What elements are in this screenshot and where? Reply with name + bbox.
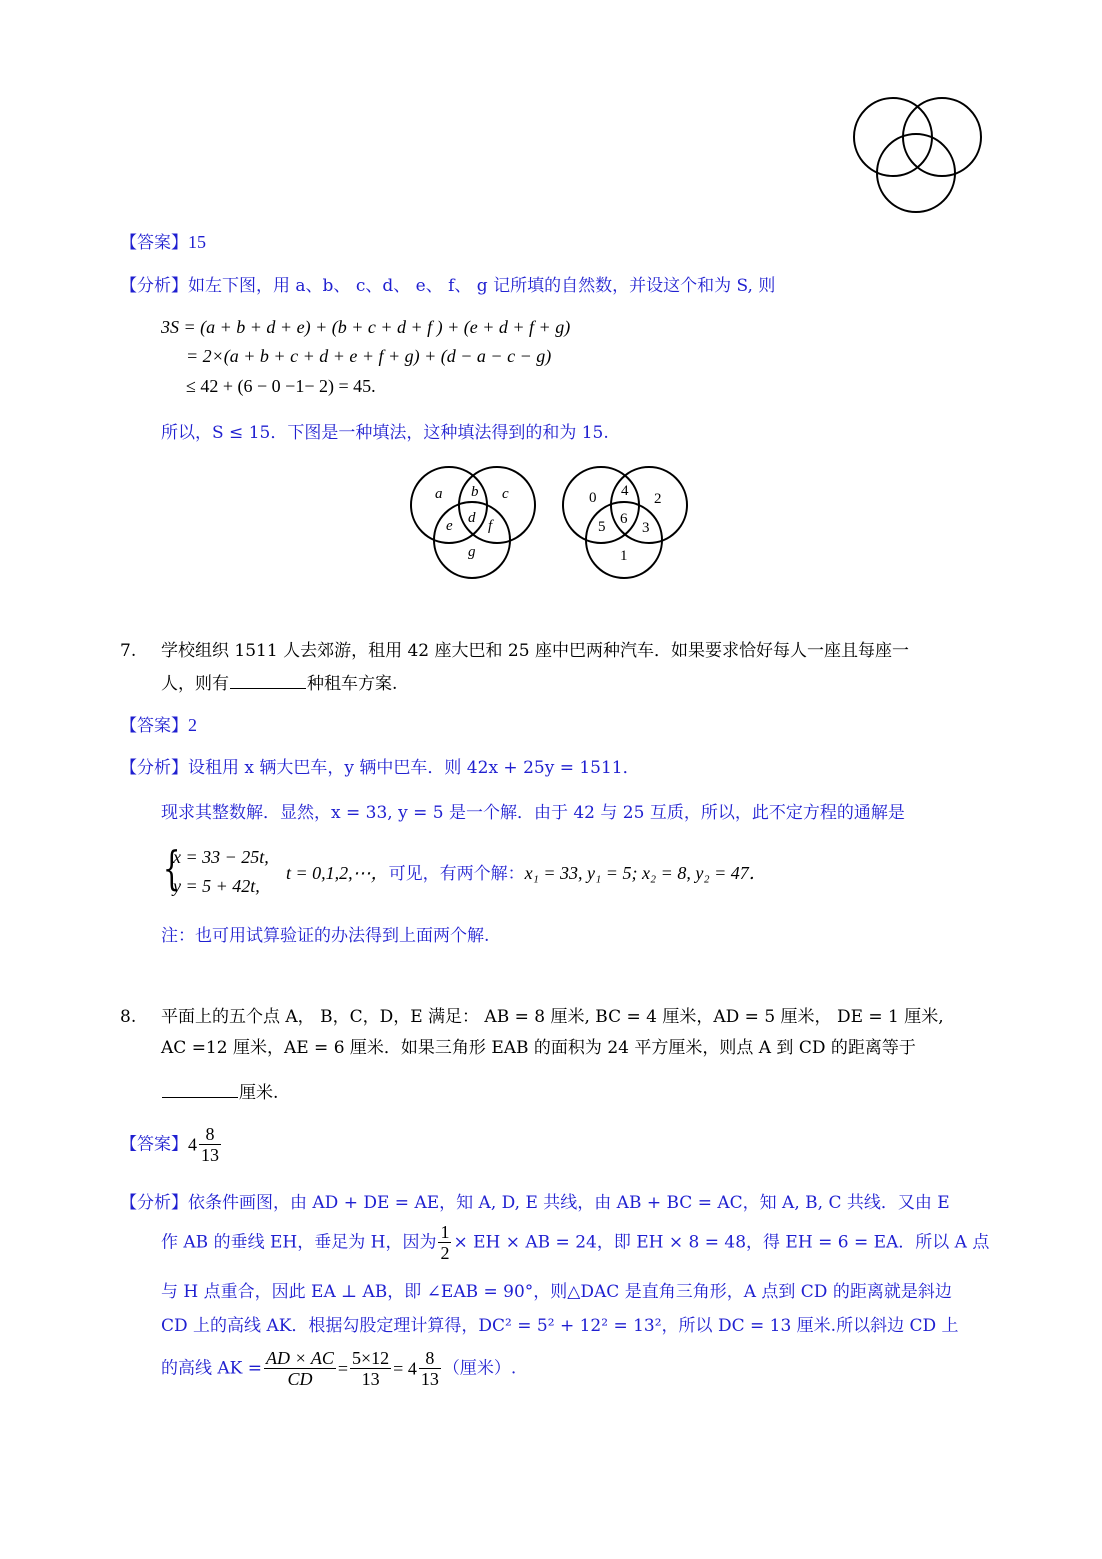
answer-blank bbox=[230, 672, 306, 689]
q8-analysis-4: CD 上的高线 AK．根据勾股定理计算得，DC² = 5² + 12² = 13²，所以 DC = 13 厘米.所以斜边 CD 上 bbox=[161, 1316, 959, 1336]
a5-before: 的高线 AK = bbox=[161, 1358, 263, 1379]
venn-circle-bottom bbox=[877, 134, 955, 212]
q8-line-3-after: 厘米. bbox=[239, 1083, 279, 1103]
bracket-close: 】 bbox=[171, 233, 188, 253]
bracket-close: 】 bbox=[171, 1193, 188, 1213]
equals-whole: = 4 bbox=[393, 1358, 417, 1379]
venn-value-f: 3 bbox=[642, 520, 650, 536]
top-venn-diagram bbox=[850, 92, 990, 217]
q6-answer-line bbox=[120, 231, 206, 254]
venn-label-c: c bbox=[502, 486, 509, 502]
denominator: 13 bbox=[201, 1145, 219, 1165]
answer-fraction bbox=[199, 1124, 221, 1165]
venn-circle-right bbox=[903, 98, 981, 176]
venn-value-b: 4 bbox=[621, 483, 629, 499]
denominator: 13 bbox=[420, 1369, 439, 1389]
bracket-close: 】 bbox=[171, 716, 188, 736]
two-solutions-text: 可见，有两个解： bbox=[388, 864, 525, 884]
bracket-open: 【 bbox=[120, 1193, 137, 1213]
numerator: 1 bbox=[440, 1222, 450, 1242]
venn-label-g: g bbox=[468, 544, 476, 560]
answer-value: 15 bbox=[188, 232, 206, 252]
q6-equation-1: 3S = (a + b + d + e) + (b + c + d + f ) + (e + d + f + g) bbox=[161, 317, 571, 337]
q6-equation-2: = 2×(a + b + c + d + e + f + g) + (d − a − c − g) bbox=[186, 346, 552, 366]
venn-value-d: 6 bbox=[620, 511, 628, 527]
half-fraction bbox=[438, 1222, 451, 1263]
analysis-label: 分析 bbox=[137, 758, 171, 778]
q8-number: 8. bbox=[120, 1007, 137, 1027]
left-brace: { bbox=[162, 841, 181, 895]
q7-system-tail bbox=[286, 862, 767, 885]
q8-line-3 bbox=[161, 1081, 278, 1104]
q7-note: 注：也可用试算验证的办法得到上面两个解. bbox=[161, 926, 490, 946]
answer-label: 答案 bbox=[137, 233, 171, 253]
bracket-open: 【 bbox=[120, 716, 137, 736]
denominator: CD bbox=[287, 1369, 313, 1389]
numerator: 8 bbox=[199, 1124, 221, 1145]
q6-conclusion: 所以，S ≤ 15．下图是一种填法，这种填法得到的和为 15. bbox=[161, 423, 609, 443]
bracket-close: 】 bbox=[171, 1134, 188, 1155]
venn-value-a: 0 bbox=[589, 490, 597, 506]
venn-label-b: b bbox=[471, 484, 479, 500]
analysis-text: 设租用 x 辆大巴车，y 辆中巴车．则 42x + 25y = 1511． bbox=[188, 758, 640, 778]
numerator: AD × AC bbox=[266, 1348, 334, 1368]
venn-circle-right bbox=[459, 467, 535, 543]
q7-analysis-1 bbox=[120, 757, 640, 779]
equals: = bbox=[337, 1358, 349, 1379]
answer-blank bbox=[162, 1081, 238, 1098]
q8-line-2: AC =12 厘米，AE = 6 厘米．如果三角形 EAB 的面积为 24 平方厘米，则点 A 到 CD 的距离等于 bbox=[161, 1038, 916, 1058]
system-eq-1: x = 33 − 25t, bbox=[173, 847, 269, 867]
ak-fraction-3 bbox=[419, 1348, 441, 1389]
analysis-label: 分析 bbox=[137, 276, 171, 296]
q7-number: 7. bbox=[120, 641, 137, 661]
a2-after: × EH × AB = 24，即 EH × 8 = 48，得 EH = 6 = EA．所以 A 点 bbox=[453, 1232, 990, 1253]
answer-label: 答案 bbox=[137, 1134, 171, 1155]
system-eq-2: y = 5 + 42t, bbox=[173, 876, 260, 896]
venn-label-e: e bbox=[446, 518, 453, 534]
q7-line-1: 学校组织 1511 人去郊游，租用 42 座大巴和 25 座中巴两种汽车．如果要求恰好每人一座且每座一 bbox=[161, 641, 909, 661]
bracket-close: 】 bbox=[171, 276, 188, 296]
t-values: t = 0,1,2,⋯， bbox=[286, 863, 389, 883]
bracket-open: 【 bbox=[120, 1134, 137, 1155]
solutions: x₁ = 33, y₁ = 5; x₂ = 8, y₂ = 47． bbox=[524, 863, 767, 883]
denominator: 13 bbox=[361, 1369, 380, 1389]
bracket-close: 】 bbox=[171, 758, 188, 778]
q7-analysis-2: 现求其整数解．显然，x = 33, y = 5 是一个解．由于 42 与 25 互质，所以，此不定方程的通解是 bbox=[161, 803, 905, 823]
denominator: 2 bbox=[440, 1243, 450, 1263]
answer-label: 答案 bbox=[137, 716, 171, 736]
numerator: 5×12 bbox=[352, 1348, 390, 1368]
a2-before: 作 AB 的垂线 EH，垂足为 H，因为 bbox=[161, 1232, 437, 1253]
analysis-text: 如左下图，用 a、b、 c、d、 e、 f、 g 记所填的自然数，并设这个和为 S, 则 bbox=[188, 276, 776, 296]
q8-line-1: 平面上的五个点 A， B，C，D，E 满足： AB = 8 厘米, BC = 4 厘米，AD = 5 厘米， DE = 1 厘米, bbox=[161, 1007, 944, 1027]
numerator: 8 bbox=[419, 1348, 441, 1369]
q7-answer-line bbox=[120, 714, 197, 737]
answer-whole: 4 bbox=[188, 1134, 197, 1155]
q7-line-2 bbox=[161, 672, 397, 695]
q8-analysis-2 bbox=[161, 1222, 989, 1263]
venn-circle-left bbox=[854, 98, 932, 176]
answer-value: 2 bbox=[188, 715, 197, 735]
q8-analysis-3: 与 H 点重合，因此 EA ⊥ AB，即 ∠EAB = 90°，则△DAC 是直角三角形，A 点到 CD 的距离就是斜边 bbox=[161, 1282, 952, 1302]
venn-label-a: a bbox=[435, 486, 443, 502]
ak-fraction-1 bbox=[264, 1348, 336, 1389]
venn-numbers-diagram bbox=[560, 464, 692, 582]
venn-label-f: f bbox=[488, 518, 493, 534]
venn-letters-diagram bbox=[408, 464, 540, 582]
ak-fraction-2 bbox=[350, 1348, 391, 1389]
q8-answer-line bbox=[120, 1124, 223, 1165]
venn-label-d: d bbox=[468, 510, 476, 526]
q6-analysis-intro bbox=[120, 275, 775, 297]
q7-line-2-before: 人，则有 bbox=[161, 674, 229, 694]
q6-equation-3: ≤ 42 + (6 − 0 −1− 2) = 45. bbox=[186, 376, 376, 396]
bracket-open: 【 bbox=[120, 758, 137, 778]
a5-after: （厘米）. bbox=[442, 1358, 517, 1379]
q7-line-2-after: 种租车方案. bbox=[307, 674, 398, 694]
analysis-text: 依条件画图，由 AD + DE = AE，知 A, D, E 共线，由 AB + BC = AC，知 A, B, C 共线．又由 E bbox=[188, 1193, 950, 1213]
venn-value-e: 5 bbox=[598, 519, 606, 535]
bracket-open: 【 bbox=[120, 233, 137, 253]
venn-value-g: 1 bbox=[620, 548, 628, 564]
analysis-label: 分析 bbox=[137, 1193, 171, 1213]
venn-value-c: 2 bbox=[654, 491, 662, 507]
q8-analysis-5 bbox=[161, 1348, 516, 1389]
q8-analysis-1 bbox=[120, 1192, 950, 1214]
bracket-open: 【 bbox=[120, 276, 137, 296]
